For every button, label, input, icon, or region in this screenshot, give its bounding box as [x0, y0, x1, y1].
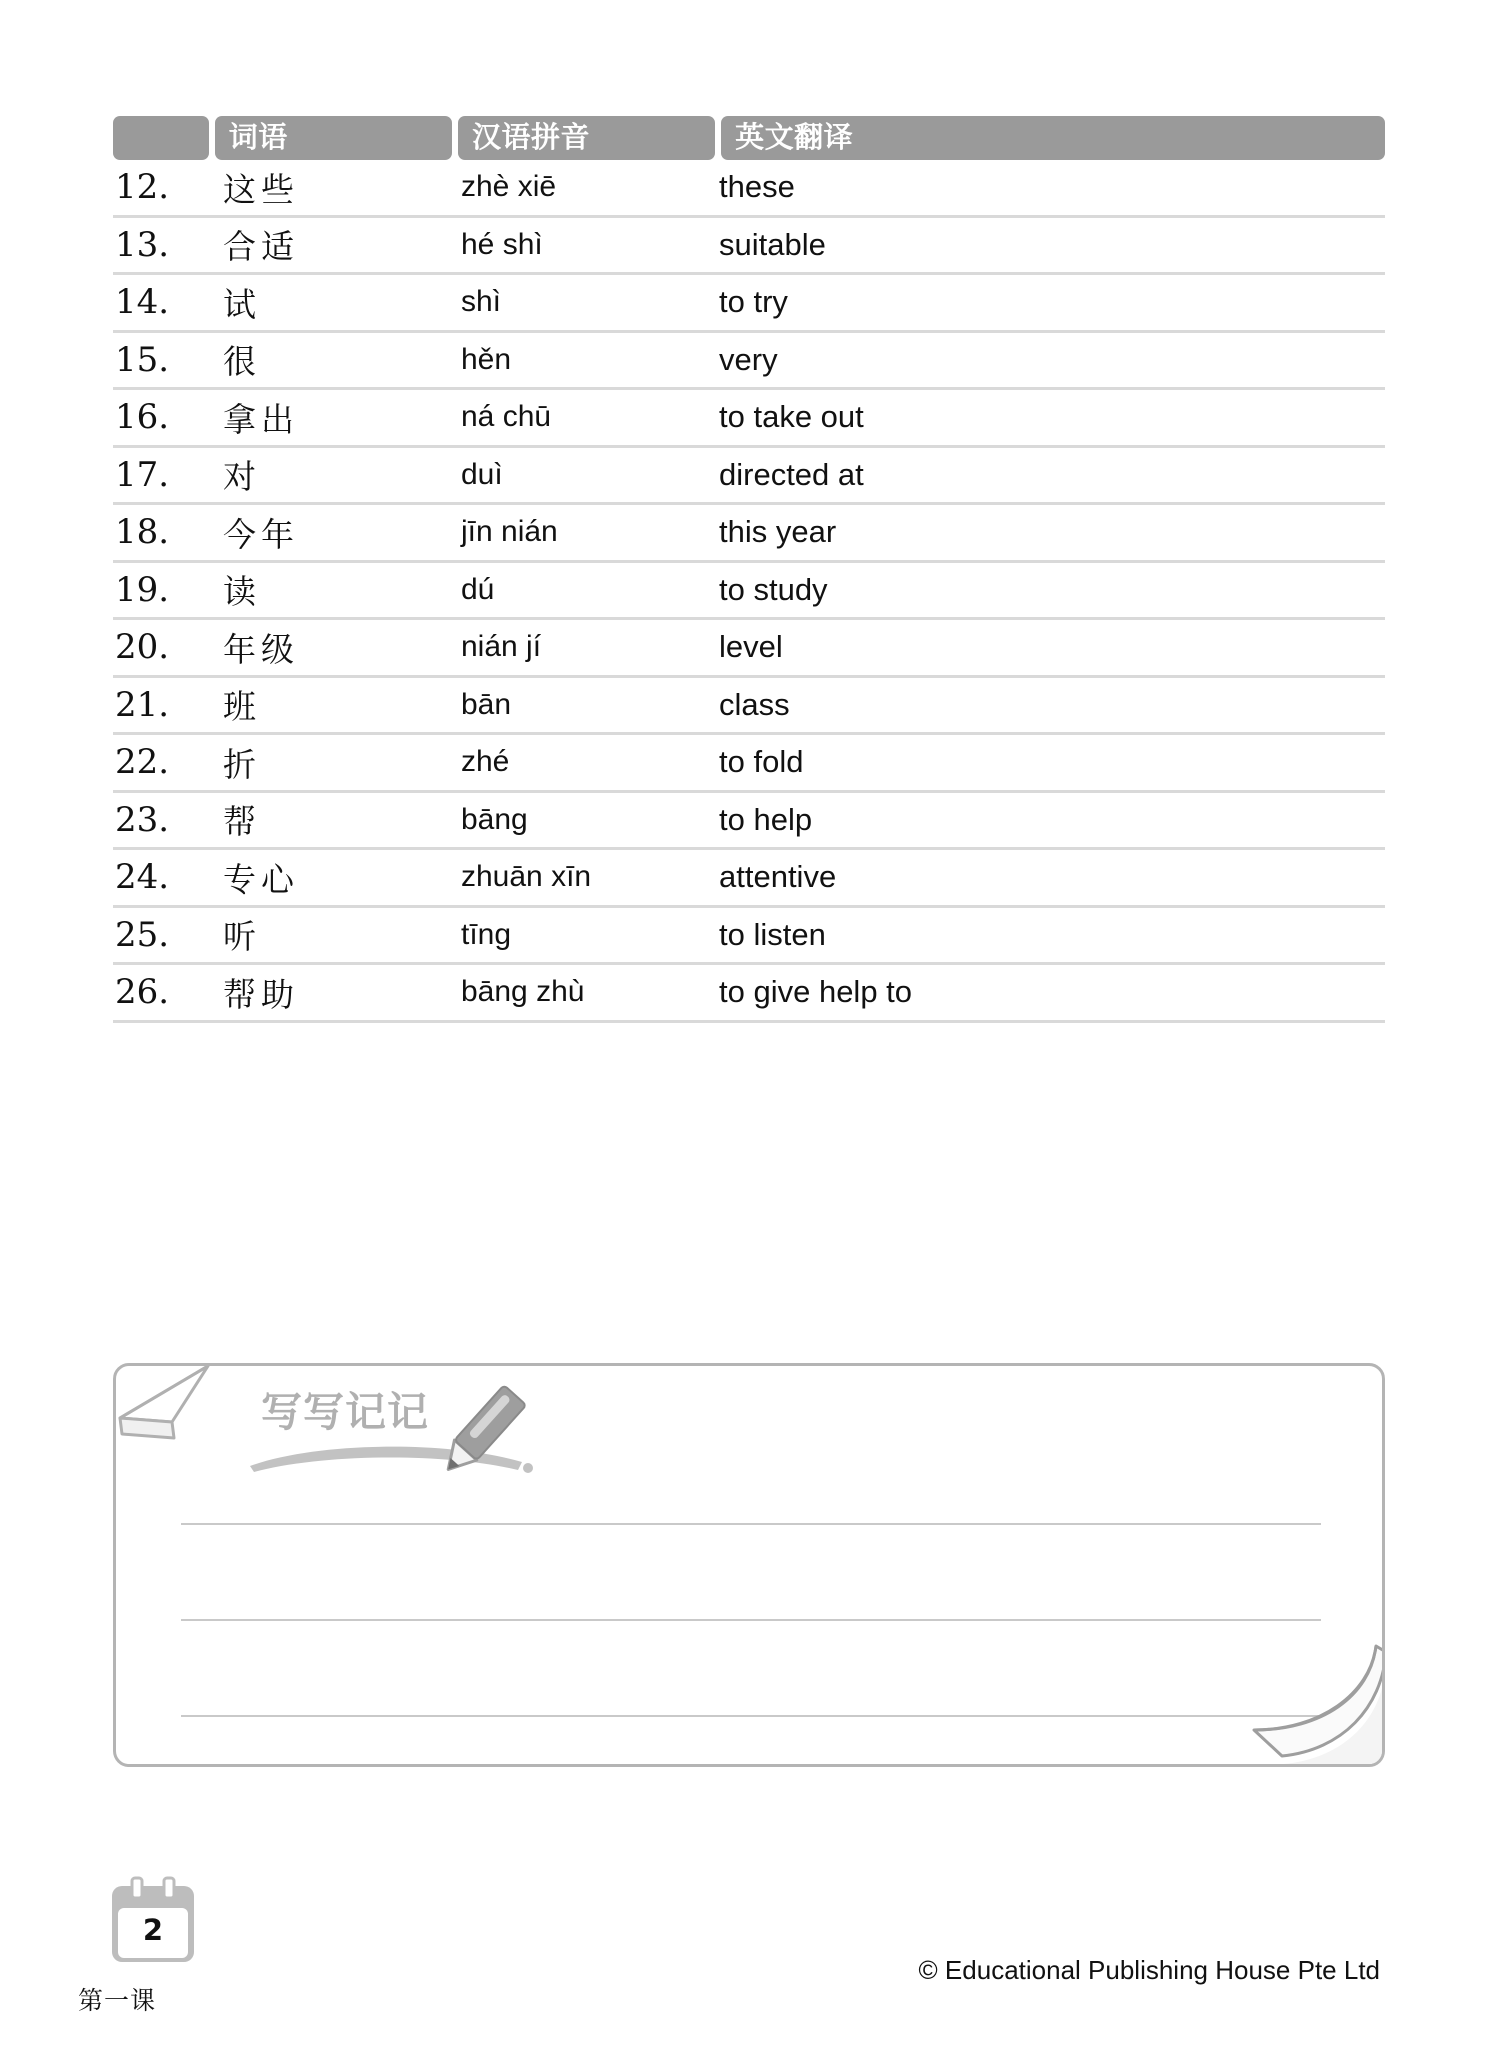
column-header-pinyin: 汉语拼音 [458, 116, 715, 160]
cell-word: 拿出 [223, 400, 299, 438]
cell-english: this year [719, 514, 837, 550]
cell-english: level [719, 629, 783, 665]
cell-number: 26. [115, 972, 170, 1013]
cell-number: 17. [115, 454, 170, 495]
table-row [113, 333, 1385, 391]
cell-english: to listen [719, 916, 826, 952]
cell-number: 18. [115, 512, 170, 553]
cell-pinyin: zhè xiē [461, 170, 557, 204]
lesson-label: 第一课 [78, 1987, 157, 2015]
writing-box-title: 写写记记 [261, 1388, 429, 1436]
cell-pinyin: tīng [461, 917, 512, 951]
cell-pinyin: dú [461, 572, 495, 606]
cell-pinyin: jīn nián [461, 515, 558, 549]
cell-pinyin: hěn [461, 342, 512, 376]
cell-number: 14. [115, 282, 170, 323]
cell-word: 年级 [223, 630, 299, 668]
cell-pinyin: ná chū [461, 400, 552, 434]
cell-word: 合适 [223, 228, 299, 266]
cell-english: to take out [719, 399, 864, 435]
cell-word: 今年 [223, 515, 299, 553]
cell-word: 帮助 [223, 975, 299, 1013]
cell-english: attentive [719, 859, 837, 895]
cell-english: to try [719, 284, 788, 320]
column-header-number [113, 116, 209, 160]
cell-number: 15. [115, 339, 170, 380]
cell-pinyin: duì [461, 457, 503, 491]
cell-word: 帮 [223, 803, 261, 841]
table-row [113, 448, 1385, 506]
cell-english: suitable [719, 226, 826, 262]
table-row [113, 275, 1385, 333]
vocabulary-table [113, 116, 1385, 1023]
cell-english: directed at [719, 456, 864, 492]
table-row [113, 678, 1385, 736]
page-curl-icon [1236, 1638, 1385, 1767]
column-header-word: 词语 [215, 116, 452, 160]
writing-rule-line [181, 1715, 1321, 1717]
cell-pinyin: bān [461, 687, 512, 721]
cell-english: these [719, 169, 795, 205]
table-row [113, 620, 1385, 678]
writing-rule-line [181, 1523, 1321, 1525]
table-row [113, 735, 1385, 793]
table-row [113, 965, 1385, 1023]
cell-english: to study [719, 571, 828, 607]
cell-number: 19. [115, 569, 170, 610]
cell-word: 班 [223, 688, 261, 726]
cell-word: 这些 [223, 170, 299, 208]
cell-word: 试 [223, 285, 261, 323]
cell-english: to fold [719, 744, 804, 780]
cell-english: to give help to [719, 974, 913, 1010]
cell-pinyin: zhuān xīn [461, 860, 592, 894]
table-body [113, 160, 1385, 1023]
cell-word: 读 [223, 573, 261, 611]
cell-word: 对 [223, 458, 261, 496]
cell-pinyin: shì [461, 285, 502, 319]
table-row [113, 793, 1385, 851]
column-header-english: 英文翻译 [721, 116, 1385, 160]
table-row [113, 850, 1385, 908]
cell-word: 听 [223, 918, 261, 956]
cell-number: 12. [115, 167, 170, 208]
cell-pinyin: hé shì [461, 227, 543, 261]
cell-number: 22. [115, 742, 170, 783]
folded-corner-icon [113, 1363, 242, 1456]
copyright-notice: © Educational Publishing House Pte Ltd [918, 1955, 1380, 1985]
writing-practice-box [113, 1363, 1385, 1767]
cell-number: 25. [115, 914, 170, 955]
cell-number: 21. [115, 684, 170, 725]
cell-english: to help [719, 801, 813, 837]
writing-rule-line [181, 1619, 1321, 1621]
cell-number: 24. [115, 857, 170, 898]
cell-pinyin: bāng [461, 802, 528, 836]
table-row [113, 563, 1385, 621]
table-row [113, 160, 1385, 218]
cell-number: 13. [115, 224, 170, 265]
cell-pinyin: bāng zhù [461, 975, 585, 1009]
pencil-icon [426, 1378, 536, 1488]
cell-number: 23. [115, 799, 170, 840]
cell-number: 16. [115, 397, 170, 438]
cell-pinyin: zhé [461, 745, 510, 779]
page-number: 2 [142, 1913, 164, 1947]
table-header-row [113, 116, 1385, 160]
cell-english: class [719, 686, 790, 722]
table-row [113, 505, 1385, 563]
cell-word: 很 [223, 343, 261, 381]
table-row [113, 390, 1385, 448]
cell-number: 20. [115, 627, 170, 668]
cell-english: very [719, 341, 778, 377]
table-row [113, 908, 1385, 966]
table-row [113, 218, 1385, 276]
cell-word: 折 [223, 745, 261, 783]
cell-pinyin: nián jí [461, 630, 542, 664]
cell-word: 专心 [223, 860, 299, 898]
